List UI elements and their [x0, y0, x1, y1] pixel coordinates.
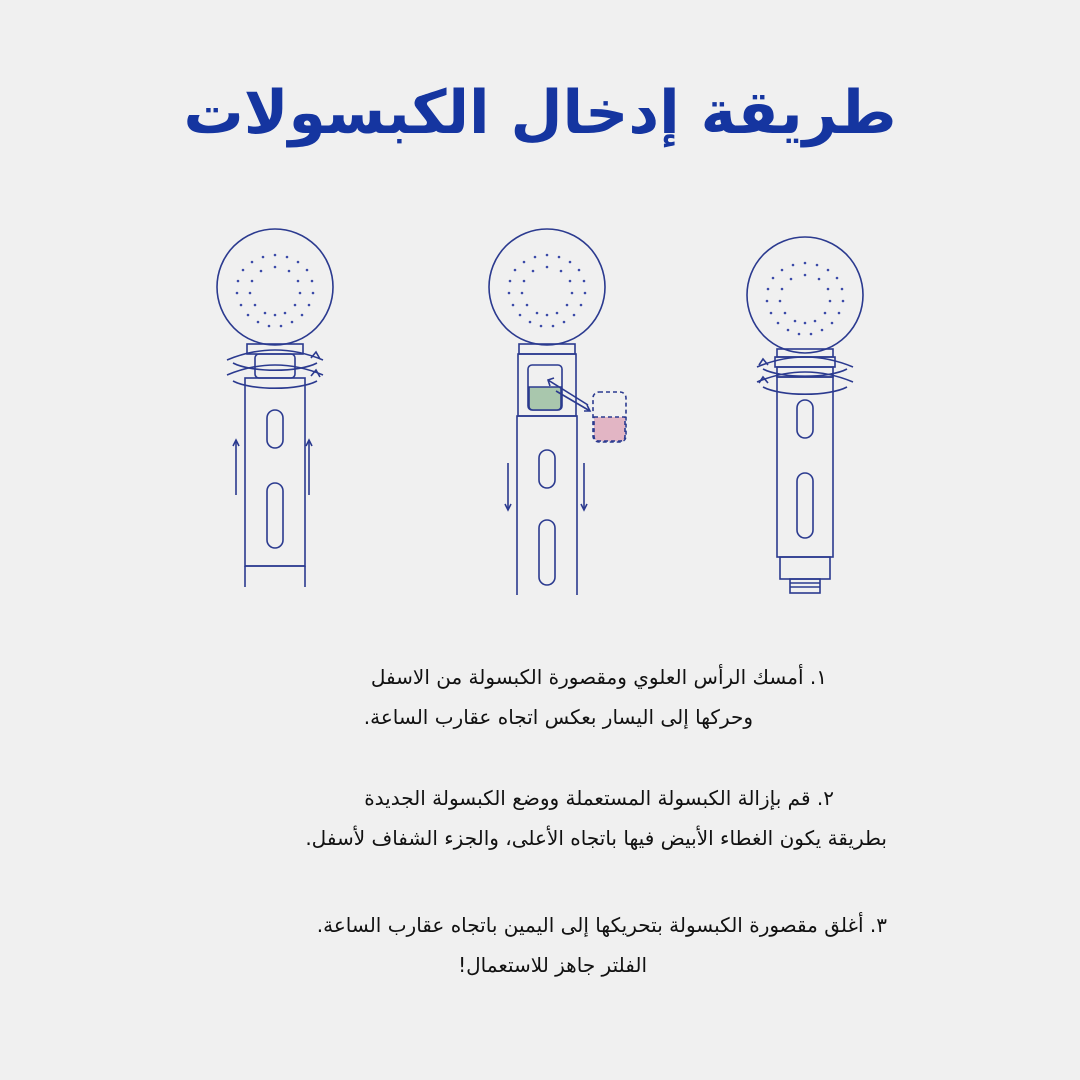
step-1-line-1: ١. أمسك الرأس العلوي ومقصورة الكبسولة من الاسفل [370, 665, 827, 689]
step-2-line-2: بطريقة يكون الغطاء الأبيض فيها باتجاه الأعلى، والجزء الشفاف لأسفل. [305, 826, 887, 850]
step-3-line-1: ٣. أغلق مقصورة الكبسولة بتحريكها إلى اليمين باتجاه عقارب الساعة. [316, 913, 887, 937]
step-3-line-2: الفلتر جاهز للاستعمال! [458, 953, 647, 977]
instruction-step-3 [317, 905, 887, 985]
page-title: طريقة إدخال الكبسولات [183, 78, 897, 148]
instruction-step-2 [305, 778, 887, 858]
shower-head-capsule-swap-icon [470, 225, 640, 595]
step-1-line-2: وحركها إلى اليسار بعكس اتجاه عقارب الساعة. [363, 705, 753, 729]
illustrations [0, 225, 1080, 605]
shower-head-rotate-clockwise-icon [735, 225, 875, 595]
step-2-line-1: ٢. قم بإزالة الكبسولة المستعملة ووضع الكبسولة الجديدة [364, 786, 834, 810]
instruction-step-1 [364, 657, 827, 737]
shower-head-rotate-counterclockwise-icon [205, 225, 345, 595]
